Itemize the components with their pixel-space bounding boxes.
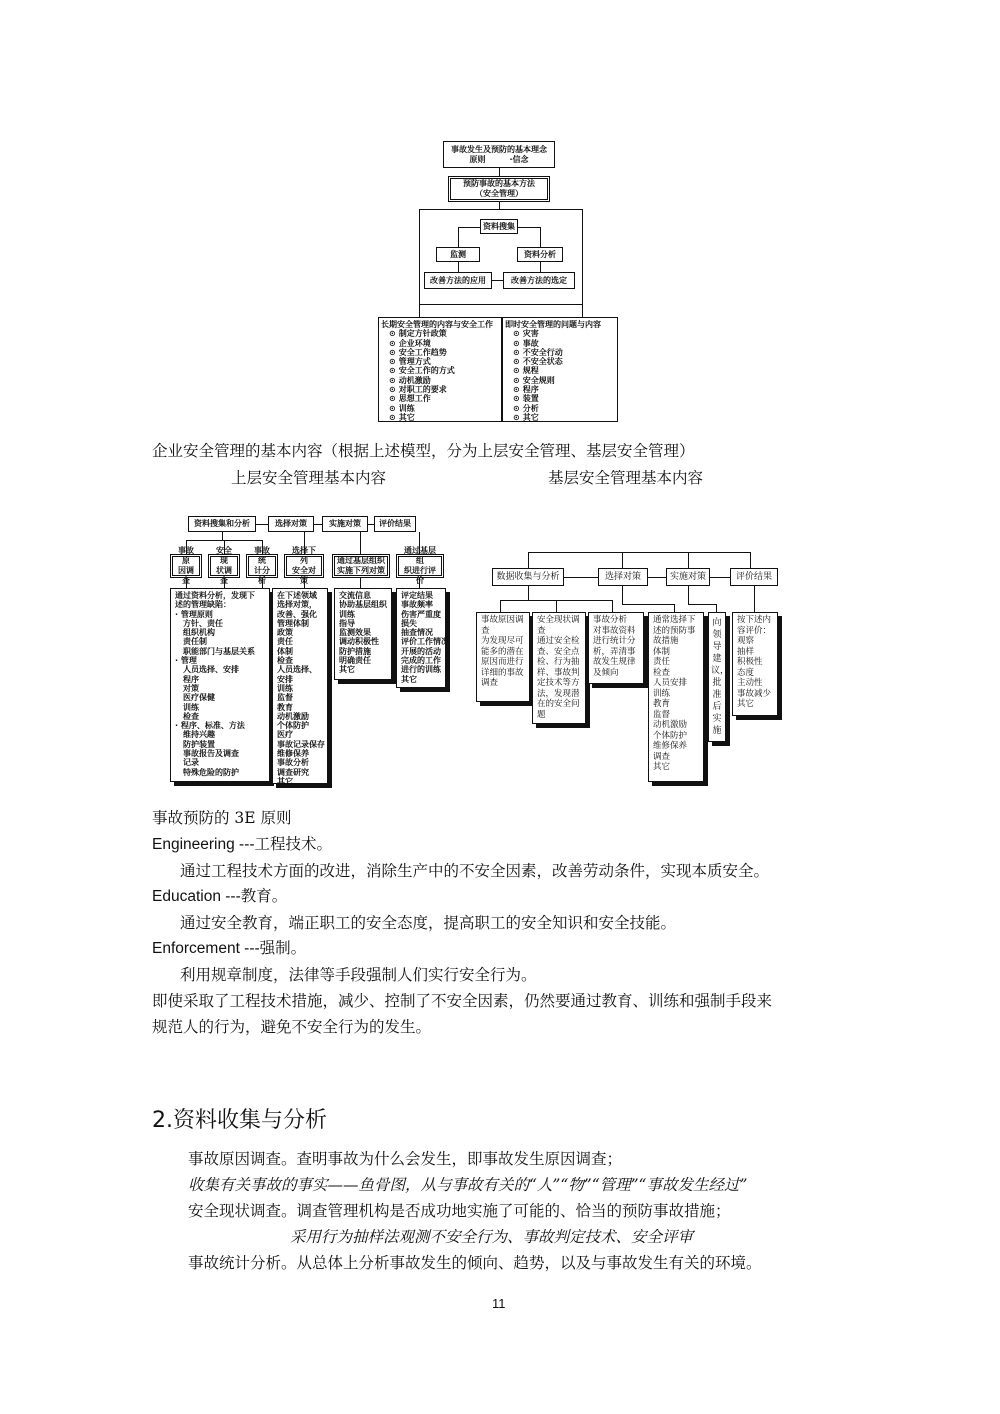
engineering-desc: 通过工程技术方面的改进，消除生产中的不安全因素，改善劳动条件，实现本质安全。 (180, 862, 770, 880)
upper-sub-box-6: 通过基层组 织进行评价 (396, 554, 444, 578)
connector (750, 552, 751, 568)
connector (528, 552, 529, 568)
list-item: 改善、强化 (277, 609, 317, 619)
list-item: 调查 (653, 751, 671, 762)
list-item: 查、安全点 (537, 646, 580, 657)
bullet-icon: ⊙ (513, 375, 520, 385)
connector (500, 600, 501, 612)
list-item: 调查 (481, 678, 499, 688)
upper-top-box-1: 资料搜集和分析 (188, 516, 256, 532)
list-item: 检查 (653, 667, 671, 678)
principle-summary-2: 规范人的行为，避免不安全行为的发生。 (152, 1018, 432, 1036)
list-item: 防护装置 (175, 739, 215, 749)
list-item: 管理体制 (277, 618, 309, 628)
upper-sub-box-3: 事故统 计分析 (246, 554, 278, 578)
bullet-icon: ⊙ (513, 385, 520, 395)
connector (688, 586, 689, 604)
connector (540, 262, 541, 272)
list-item: 训练 (277, 683, 293, 693)
bullet-icon: ⊙ (513, 412, 520, 422)
connector (419, 305, 420, 317)
upper-top-box-3: 实施对策 (322, 516, 368, 532)
list-item: 评定结果 (401, 591, 433, 600)
immediate-item: ⊙ 事故 (513, 338, 539, 348)
section-p1-note: 收集有关事故的事实——鱼骨图，从与事故有关的“人”“物”“管理”“事故发生经过” (188, 1176, 748, 1194)
connector (528, 552, 750, 553)
list-item: 协助基层组织 (339, 600, 387, 610)
list-item: 对策 (175, 683, 199, 693)
list-item: 其它 (339, 665, 355, 675)
list-item: 详细的事故 (481, 667, 524, 678)
connector (518, 227, 540, 228)
bullet-icon: ⊙ (513, 403, 520, 413)
base-column-1 (476, 612, 530, 702)
list-item: 为发现尽可 (481, 636, 524, 646)
longterm-item: ⊙ 管理方式 (389, 357, 431, 367)
list-item: 组织机构 (175, 628, 215, 638)
bullet-icon: ⊙ (389, 375, 396, 385)
list-item: 在的安全问 (537, 699, 580, 709)
list-item: 维修保养 (277, 749, 309, 759)
immediate-item: ⊙ 其它 (513, 412, 539, 422)
list-item: 事故减少 (737, 688, 772, 699)
monitor-box: 监测 (436, 247, 480, 262)
connector (492, 280, 503, 281)
list-item: 检、行为抽 (537, 657, 580, 667)
list-item: 事故分析 (593, 615, 628, 625)
section-p3: 事故统计分析。从总体上分析事故发生的倾向、趋势，以及与事故发生有关的环境。 (188, 1254, 762, 1272)
connector (222, 532, 223, 540)
list-item: 事故分析 (277, 758, 309, 768)
data-collection-box: 资料搜集 (480, 219, 518, 234)
base-top-box-1: 数据收集与分析 (492, 568, 564, 586)
list-item: 选择对策， (277, 600, 317, 610)
list-item: 人员安排 (653, 678, 688, 688)
base-column-2 (532, 612, 586, 724)
list-item: 伤害严重度 (401, 609, 441, 619)
longterm-item: ⊙ 其它 (389, 412, 415, 422)
list-item: 医疗 (277, 730, 293, 740)
intro-line: 企业安全管理的基本内容（根据上述模型，分为上层安全管理、基层安全管理） (152, 442, 695, 460)
list-item: 故措施 (653, 636, 679, 646)
list-item: 抽查情况 (401, 628, 433, 638)
connector (256, 524, 268, 525)
list-item: 动机激励 (653, 720, 688, 730)
longterm-management-list (378, 317, 502, 422)
bullet-icon: ⊙ (389, 366, 396, 376)
education-line: Education ---教育。 (152, 888, 288, 905)
bullet-icon: ⊙ (389, 329, 396, 339)
connector (419, 578, 420, 588)
upper-list-3 (334, 588, 392, 680)
list-item: 抽样 (737, 646, 755, 657)
immediate-header: 即时安全管理的问题与内容 (505, 320, 601, 329)
engineering-line: Engineering ---工程技术。 (152, 836, 333, 853)
longterm-item: ⊙ 安全工作的方式 (389, 366, 455, 376)
upper-top-box-2: 选择对策 (268, 516, 314, 532)
education-desc: 通过安全教育，端正职工的安全态度，提高职工的安全知识和安全技能。 (180, 914, 677, 932)
upper-sub-box-2: 安全现 状调查 (208, 554, 240, 578)
bullet-icon: ⊙ (389, 394, 396, 404)
list-item: 体制 (277, 646, 293, 656)
connector (582, 305, 583, 317)
list-item: 事故频率 (401, 600, 433, 610)
bullet-icon: ⊙ (389, 403, 396, 413)
list-item: 监督 (653, 709, 671, 720)
base-column-4 (648, 612, 704, 782)
list-item: 医疗保健 (175, 693, 215, 703)
longterm-item: ⊙ 制定方针政策 (389, 329, 447, 339)
list-item: 安全现状调 (537, 615, 580, 625)
list-item: 检查 (175, 711, 199, 721)
list-item: 训练 (175, 702, 199, 712)
longterm-item: ⊙ 安全工作趋势 (389, 347, 447, 357)
base-top-box-4: 评价结果 (730, 568, 778, 586)
base-title: 基层安全管理基本内容 (548, 469, 704, 487)
connector (458, 227, 459, 247)
section-p2: 安全现状调查。调查管理机构是否成功地实施了可能的、恰当的预防事故措施； (188, 1202, 731, 1220)
list-item: · 管理原则 (175, 609, 213, 619)
list-item: 损失 (401, 618, 417, 628)
list-item: 个体防护 (653, 730, 688, 741)
list-item: 教育 (277, 702, 293, 712)
list-item: 人员选择、 (277, 665, 317, 675)
list-item: 方针、责任 (175, 618, 223, 628)
immediate-item: ⊙ 程序 (513, 385, 539, 395)
list-item: 进行的训练 (401, 665, 441, 675)
list-item: · 管理 (175, 656, 197, 666)
longterm-item: ⊙ 企业环境 (389, 338, 431, 348)
list-item: 明确责任 (339, 656, 371, 666)
bullet-icon: ⊙ (513, 394, 520, 404)
list-item: 能多的潜在 (481, 646, 524, 657)
immediate-item: ⊙ 规程 (513, 366, 539, 376)
enforcement-desc: 利用规章制度，法律等手段强制人们实行安全行为。 (180, 966, 537, 984)
list-item: 职能部门与基层关系 (175, 646, 255, 656)
bullet-icon: ⊙ (513, 357, 520, 367)
list-item: 政策 (277, 628, 293, 638)
list-item: 维持兴趣 (175, 730, 215, 740)
longterm-header: 长期安全管理的内容与安全工作 (381, 320, 493, 329)
bullet-icon: ⊙ (389, 338, 396, 348)
section-p2-note: 采用行为抽样法观测不安全行为、事故判定技术、安全评审 (290, 1228, 694, 1246)
list-item: 通过资料分析，发现下 (175, 591, 255, 600)
upper-top-box-4: 评价结果 (374, 516, 416, 532)
list-item: 训练 (653, 688, 671, 699)
list-item: 进行统计分 (593, 636, 636, 646)
list-item: 对事故资料 (593, 625, 636, 636)
section-p1: 事故原因调查。查明事故为什么会发生，即事故发生原因调查； (188, 1150, 623, 1168)
connector (458, 227, 480, 228)
upper-sub-box-1: 事故原 因调查 (170, 554, 202, 578)
data-analysis-box: 资料分析 (517, 247, 563, 262)
base-column-6 (732, 612, 778, 716)
connector (224, 578, 225, 588)
list-item: 主动性 (737, 678, 763, 688)
connector (622, 604, 674, 605)
list-item: 检查 (277, 656, 293, 666)
bullet-icon: ⊙ (389, 357, 396, 367)
list-item: 态度 (737, 667, 755, 678)
list-item: 及倾向 (593, 667, 619, 678)
section-heading: 2.资料收集与分析 (152, 1108, 327, 1133)
list-item: 防护措施 (339, 646, 371, 656)
connector (499, 168, 500, 176)
connector (564, 577, 598, 578)
list-item: 动机激励 (277, 711, 309, 721)
bullet-icon: ⊙ (389, 347, 396, 357)
list-item: 其它 (401, 674, 417, 684)
list-item: 事故报告及调查 (175, 749, 239, 759)
list-item: 责任 (653, 657, 671, 667)
upper-sub-box-5: 通过基层组织 实施下列对策 (332, 554, 390, 578)
list-item: 责任制 (175, 637, 207, 647)
list-item: 观察 (737, 636, 755, 646)
list-item: 述的管理缺陷： (175, 600, 231, 610)
list-item: 通过安全检 (537, 636, 580, 646)
longterm-item: ⊙ 思想工作 (389, 394, 431, 404)
list-item: 法，发现潜 (537, 688, 580, 699)
base-column-3 (588, 612, 644, 684)
immediate-item: ⊙ 分析 (513, 403, 539, 413)
list-item: 程序 (175, 674, 199, 684)
list-item: 特殊危险的防护 (175, 767, 239, 777)
list-item: 其它 (277, 776, 293, 786)
basic-concept-box: 事故发生及预防的基本理念 原则 ·信念 (443, 141, 555, 168)
bullet-icon: ⊙ (513, 366, 520, 376)
immediate-item: ⊙ 不安全状态 (513, 357, 563, 367)
list-item: 查 (537, 625, 546, 636)
upper-list-2 (272, 588, 328, 784)
list-item: 体制 (653, 646, 671, 657)
list-item: 事故原因调 (481, 615, 524, 625)
connector (710, 577, 730, 578)
connector (622, 586, 623, 604)
immediate-management-list (502, 317, 618, 422)
list-item: 交流信息 (339, 591, 371, 600)
connector (360, 532, 361, 554)
list-item: 查 (481, 625, 490, 636)
connector (622, 552, 623, 568)
list-item: 个体防护 (277, 721, 309, 731)
prevention-method-box: 预防事故的基本方法 （安全管理） (448, 176, 550, 202)
list-item: 记录 (175, 758, 199, 768)
bullet-icon: ⊙ (389, 412, 396, 422)
connector (262, 578, 263, 588)
list-item: · 程序、标准、方法 (175, 721, 245, 731)
connector (754, 586, 755, 612)
connector (458, 262, 459, 272)
list-item: 原因而进行 (481, 657, 524, 667)
connector (556, 600, 557, 612)
principle-title (152, 808, 292, 828)
upper-list-4 (396, 588, 449, 688)
base-top-box-2: 选择对策 (598, 568, 648, 586)
connector (499, 202, 500, 209)
list-item: 述的预防事 (653, 625, 696, 636)
list-item: 责任 (277, 637, 293, 647)
list-item: 析，弄清事 (593, 646, 636, 657)
enforcement-line: Enforcement ---强制。 (152, 940, 307, 957)
connector (688, 604, 716, 605)
connector (540, 227, 541, 247)
list-item: 积极性 (737, 657, 763, 667)
list-item: 调查研究 (277, 767, 309, 777)
longterm-item: ⊙ 对职工的要求 (389, 385, 447, 395)
list-item: 故发生规律 (593, 657, 636, 667)
list-item: 训练 (339, 609, 355, 619)
connector (674, 604, 675, 612)
list-item: 维修保养 (653, 741, 688, 751)
connector (314, 524, 322, 525)
connector (186, 578, 187, 588)
immediate-item: ⊙ 安全规则 (513, 375, 555, 385)
principle-summary-1: 即使采取了工程技术措施，减少、控制了不安全因素，仍然要通过教育、训练和强制手段来 (152, 992, 773, 1010)
list-item: 通常选择下 (653, 615, 696, 625)
list-item: 调动积极性 (339, 637, 379, 647)
list-item: 其它 (653, 762, 671, 772)
connector (612, 600, 613, 612)
immediate-item: ⊙ 不安全行动 (513, 347, 563, 357)
list-item: 按下述内 (737, 615, 772, 625)
list-item: 指导 (339, 618, 355, 628)
list-item: 教育 (653, 699, 671, 709)
upper-title: 上层安全管理基本内容 (231, 469, 387, 487)
list-item: 题 (537, 709, 546, 720)
list-item: 在下述领域 (277, 591, 317, 600)
connector (688, 552, 689, 568)
connector (304, 578, 305, 588)
connector (528, 586, 529, 600)
base-column-5: 向领导建议，批准后实施 (708, 612, 726, 742)
longterm-item: ⊙ 训练 (389, 403, 415, 413)
base-top-box-3: 实施对策 (666, 568, 710, 586)
longterm-item: ⊙ 动机激励 (389, 375, 431, 385)
connector (360, 578, 361, 588)
list-item: 开展的活动 (401, 646, 441, 656)
upper-list-1 (170, 588, 270, 782)
list-item: 事故记录保存 (277, 739, 325, 749)
principle-title-text: 事故预防的 3E 原则 (152, 809, 292, 827)
list-item: 监测效果 (339, 628, 371, 638)
immediate-item: ⊙ 灾害 (513, 329, 539, 339)
page-number: 11 (492, 1296, 506, 1311)
connector (648, 577, 666, 578)
bullet-icon: ⊙ (513, 329, 520, 339)
bullet-icon: ⊙ (513, 338, 520, 348)
list-item: 安排 (277, 674, 293, 684)
immediate-item: ⊙ 装置 (513, 394, 539, 404)
list-item: 样、事故判 (537, 667, 580, 678)
list-item: 人员选择、安排 (175, 665, 239, 675)
list-item: 评价工作情况 (401, 637, 449, 647)
improvement-apply-box: 改善方法的应用 (424, 272, 492, 289)
bullet-icon: ⊙ (513, 347, 520, 357)
improvement-select-box: 改善方法的选定 (503, 272, 575, 289)
list-item: 定技术等方 (537, 678, 580, 688)
list-item: 监督 (277, 693, 293, 703)
bullet-icon: ⊙ (389, 385, 396, 395)
list-item: 容评价： (737, 625, 772, 636)
list-item: 其它 (737, 699, 755, 709)
upper-sub-box-4: 选择下列 安全对策 (284, 554, 324, 578)
connector (716, 604, 717, 612)
list-item: 完成的工作 (401, 656, 441, 666)
